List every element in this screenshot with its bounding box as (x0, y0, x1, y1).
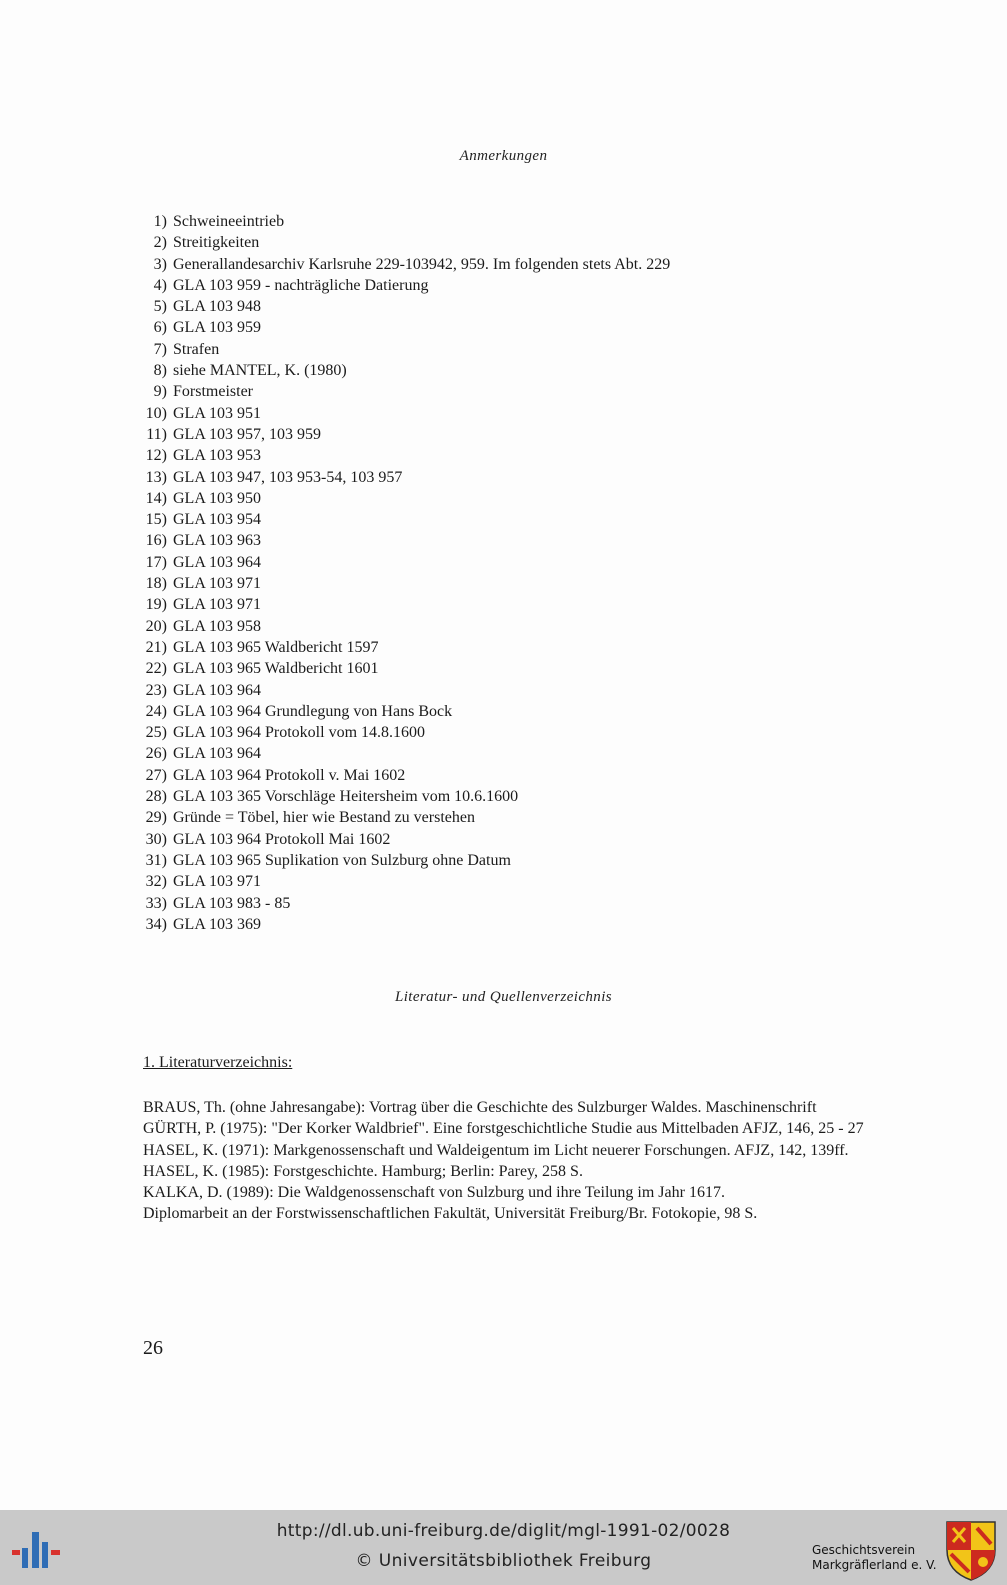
note-text: GLA 103 365 Vorschläge Heitersheim vom 10.6.1600 (173, 788, 519, 806)
literature-heading: Literatur- und Quellenverzeichnis (394, 989, 613, 1005)
note-item (130, 807, 890, 828)
note-text: GLA 103 964 Protokoll v. Mai 1602 (173, 766, 406, 784)
note-item (130, 275, 890, 296)
society-name-line2: Markgräflerland e. V. (812, 1558, 937, 1572)
footer-url-link[interactable]: http://dl.ub.uni-freiburg.de/diglit/mgl-1991-02/0028 (276, 1521, 731, 1541)
note-text: GLA 103 950 (173, 489, 261, 507)
note-item (130, 914, 890, 935)
reference-entry: GÜRTH, P. (1975): "Der Korker Waldbrief". Eine forstgeschichtliche Studie aus Mittelbaden AFJZ, 146, 25 - 27 (143, 1120, 864, 1138)
note-item (130, 381, 890, 402)
note-number: 8) (153, 362, 167, 380)
note-item (130, 232, 890, 253)
note-text: GLA 103 971 (173, 575, 261, 593)
note-text: GLA 103 965 Waldbericht 1597 (173, 638, 379, 656)
note-item (130, 467, 890, 488)
note-number: 30) (145, 830, 167, 848)
society-name-line1: Geschichtsverein (812, 1543, 916, 1557)
note-text: GLA 103 957, 103 959 (173, 425, 321, 443)
note-item (130, 680, 890, 701)
note-item (130, 488, 890, 509)
note-number: 23) (145, 681, 167, 699)
note-text: GLA 103 965 Suplikation von Sulzburg ohne Datum (173, 851, 511, 869)
note-item (130, 701, 890, 722)
note-item (130, 403, 890, 424)
coat-of-arms-icon[interactable] (945, 1520, 997, 1582)
note-item (130, 317, 890, 338)
note-number: 2) (153, 234, 167, 252)
note-text: Strafen (173, 340, 220, 358)
note-text: GLA 103 958 (173, 617, 261, 635)
note-number: 34) (145, 915, 167, 933)
note-number: 27) (145, 766, 167, 784)
note-number: 9) (153, 383, 167, 401)
note-number: 20) (145, 617, 167, 635)
footer-bar (0, 1510, 1007, 1585)
note-item (130, 360, 890, 381)
note-number: 21) (145, 638, 167, 656)
note-item (130, 743, 890, 764)
page-number: 26 (143, 1337, 163, 1359)
note-text: GLA 103 959 (173, 319, 261, 337)
note-number: 4) (153, 276, 167, 294)
note-number: 25) (145, 724, 167, 742)
note-number: 13) (145, 468, 167, 486)
note-number: 18) (145, 575, 167, 593)
note-text: GLA 103 963 (173, 532, 261, 550)
reference-entry: HASEL, K. (1971): Markgenossenschaft und Waldeigentum im Licht neuerer Forschungen. AFJZ, 142, 139ff. (143, 1141, 849, 1159)
note-number: 12) (145, 447, 167, 465)
note-item (130, 445, 890, 466)
note-number: 26) (145, 745, 167, 763)
reference-entry: KALKA, D. (1989): Die Waldgenossenschaft von Sulzburg und ihre Teilung im Jahr 1617. (143, 1184, 725, 1202)
note-text: GLA 103 964 (173, 681, 261, 699)
note-number: 32) (145, 873, 167, 891)
footer-copyright: © Universitätsbibliothek Freiburg (355, 1551, 652, 1571)
note-number: 3) (153, 255, 167, 273)
note-text: GLA 103 964 Protokoll Mai 1602 (173, 830, 391, 848)
reference-list (143, 1097, 873, 1225)
note-item (130, 211, 890, 232)
note-item (130, 637, 890, 658)
note-number: 15) (145, 511, 167, 529)
note-number: 11) (146, 425, 167, 443)
note-text: GLA 103 369 (173, 915, 261, 933)
note-number: 33) (145, 894, 167, 912)
note-item (130, 658, 890, 679)
note-item (130, 765, 890, 786)
note-text: GLA 103 971 (173, 596, 261, 614)
note-text: GLA 103 971 (173, 873, 261, 891)
note-text: GLA 103 965 Waldbericht 1601 (173, 660, 379, 678)
note-text: Gründe = Töbel, hier wie Bestand zu verstehen (173, 809, 475, 827)
reference-entry: BRAUS, Th. (ohne Jahresangabe): Vortrag über die Geschichte des Sulzburger Waldes. Maschinenschrift (143, 1099, 817, 1116)
note-text: GLA 103 964 (173, 745, 261, 763)
note-text: GLA 103 983 - 85 (173, 894, 291, 912)
note-item (130, 339, 890, 360)
note-number: 22) (145, 660, 167, 678)
note-number: 29) (145, 809, 167, 827)
note-text: GLA 103 947, 103 953-54, 103 957 (173, 468, 403, 486)
note-number: 6) (153, 319, 167, 337)
note-number: 24) (145, 702, 167, 720)
society-name[interactable] (812, 1543, 937, 1573)
note-text: GLA 103 953 (173, 447, 261, 465)
note-number: 17) (145, 553, 167, 571)
note-text: Generallandesarchiv Karlsruhe 229-103942, 959. Im folgenden stets Abt. 229 (173, 255, 671, 273)
note-item (130, 893, 890, 914)
note-item (130, 424, 890, 445)
note-item (130, 573, 890, 594)
note-item (130, 616, 890, 637)
note-item (130, 296, 890, 317)
note-item (130, 254, 890, 275)
note-text: GLA 103 954 (173, 511, 261, 529)
note-text: Schweineeintrieb (173, 213, 285, 230)
note-number: 5) (153, 298, 167, 316)
note-number: 28) (145, 788, 167, 806)
notes-list (130, 211, 890, 935)
note-item (130, 530, 890, 551)
note-text: GLA 103 964 Protokoll vom 14.8.1600 (173, 724, 426, 742)
note-text: Forstmeister (173, 383, 253, 401)
note-item (130, 850, 890, 871)
note-item (130, 594, 890, 615)
literature-subheading: 1. Literaturverzeichnis: (143, 1054, 293, 1071)
note-text: GLA 103 951 (173, 404, 261, 422)
note-number: 16) (145, 532, 167, 550)
note-number: 1) (153, 213, 167, 230)
reference-entry: Diplomarbeit an der Forstwissenschaftlichen Fakultät, Universität Freiburg/Br. Fotokopie, 98 S. (143, 1205, 758, 1223)
note-text: Streitigkeiten (173, 234, 260, 252)
note-item (130, 552, 890, 573)
note-number: 14) (145, 489, 167, 507)
note-number: 19) (145, 596, 167, 614)
note-number: 7) (153, 340, 167, 358)
notes-heading: Anmerkungen (459, 148, 548, 164)
note-item (130, 829, 890, 850)
note-number: 10) (145, 404, 167, 422)
note-text: GLA 103 948 (173, 298, 261, 316)
note-item (130, 722, 890, 743)
note-text: siehe MANTEL, K. (1980) (173, 362, 347, 380)
note-text: GLA 103 959 - nachträgliche Datierung (173, 276, 429, 294)
note-text: GLA 103 964 Grundlegung von Hans Bock (173, 702, 453, 720)
note-number: 31) (145, 851, 167, 869)
reference-entry: HASEL, K. (1985): Forstgeschichte. Hamburg; Berlin: Parey, 258 S. (143, 1162, 583, 1180)
note-text: GLA 103 964 (173, 553, 261, 571)
note-item (130, 786, 890, 807)
note-item (130, 509, 890, 530)
note-item (130, 871, 890, 892)
